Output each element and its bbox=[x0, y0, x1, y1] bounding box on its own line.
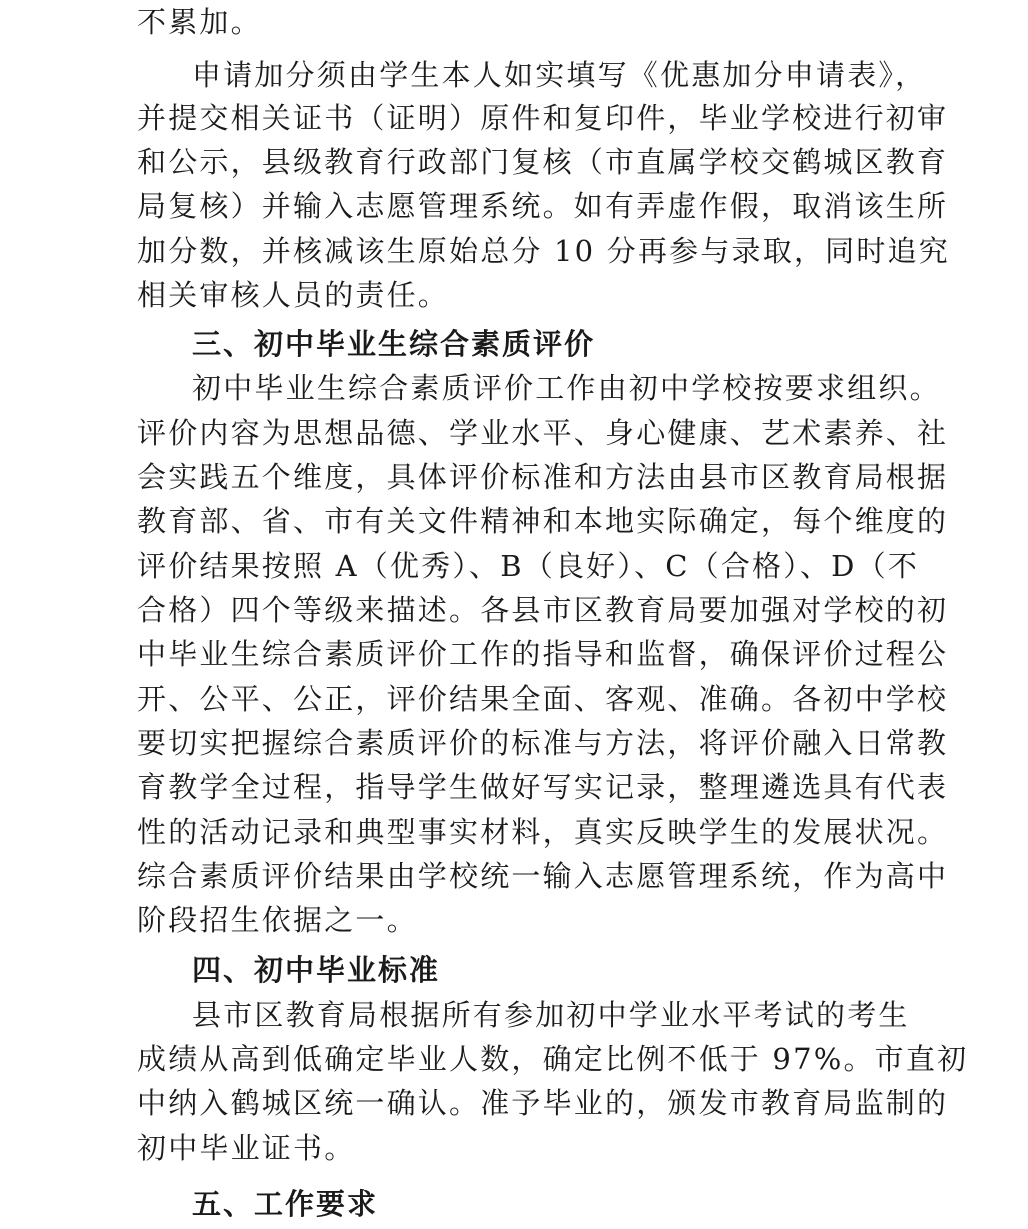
paragraph-line: 局复核）并输入志愿管理系统。如有弄虚作假，取消该生所 bbox=[137, 189, 949, 223]
paragraph-line: 评价结果按照 A（优秀）、B（良好）、C（合格）、D（不 bbox=[137, 549, 920, 583]
section-heading-5: 五、工作要求 bbox=[192, 1187, 379, 1221]
paragraph-line: 加分数，并核减该生原始总分 10 分再参与录取，同时追究 bbox=[137, 234, 950, 268]
paragraph-line: 开、公平、公正，评价结果全面、客观、准确。各初中学校 bbox=[137, 682, 949, 716]
paragraph-line: 综合素质评价结果由学校统一输入志愿管理系统，作为高中 bbox=[137, 859, 949, 893]
paragraph-line: 要切实把握综合素质评价的标准与方法，将评价融入日常教 bbox=[137, 726, 949, 760]
paragraph-line: 并提交相关证书（证明）原件和复印件，毕业学校进行初审 bbox=[137, 101, 949, 135]
paragraph-line: 合格）四个等级来描述。各县市区教育局要加强对学校的初 bbox=[137, 593, 949, 627]
section-heading-3: 三、初中毕业生综合素质评价 bbox=[192, 327, 596, 361]
paragraph-line: 性的活动记录和典型事实材料，真实反映学生的发展状况。 bbox=[137, 815, 949, 849]
paragraph-line: 和公示，县级教育行政部门复核（市直属学校交鹤城区教育 bbox=[137, 145, 949, 179]
paragraph-line: 初中毕业证书。 bbox=[137, 1131, 356, 1165]
paragraph-line: 中纳入鹤城区统一确认。准予毕业的，颁发市教育局监制的 bbox=[137, 1086, 949, 1120]
paragraph-line: 县市区教育局根据所有参加初中学业水平考试的考生 bbox=[192, 998, 910, 1032]
paragraph-line: 会实践五个维度，具体评价标准和方法由县市区教育局根据 bbox=[137, 460, 949, 494]
paragraph-line: 中毕业生综合素质评价工作的指导和监督，确保评价过程公 bbox=[137, 637, 949, 671]
paragraph-line: 阶段招生依据之一。 bbox=[137, 903, 418, 937]
paragraph-line: 教育部、省、市有关文件精神和本地实际确定，每个维度的 bbox=[137, 504, 949, 538]
paragraph-line: 育教学全过程，指导学生做好写实记录，整理遴选具有代表 bbox=[137, 770, 949, 804]
paragraph-line: 初中毕业生综合素质评价工作由初中学校按要求组织。 bbox=[192, 371, 941, 405]
paragraph-line: 成绩从高到低确定毕业人数，确定比例不低于 97%。市直初 bbox=[137, 1042, 969, 1076]
paragraph-line: 申请加分须由学生本人如实填写《优惠加分申请表》， bbox=[192, 58, 927, 92]
paragraph-line: 相关审核人员的责任。 bbox=[137, 278, 450, 312]
paragraph-line: 不累加。 bbox=[137, 5, 262, 39]
section-heading-4: 四、初中毕业标准 bbox=[192, 953, 441, 987]
paragraph-line: 评价内容为思想品德、学业水平、身心健康、艺术素养、社 bbox=[137, 416, 949, 450]
